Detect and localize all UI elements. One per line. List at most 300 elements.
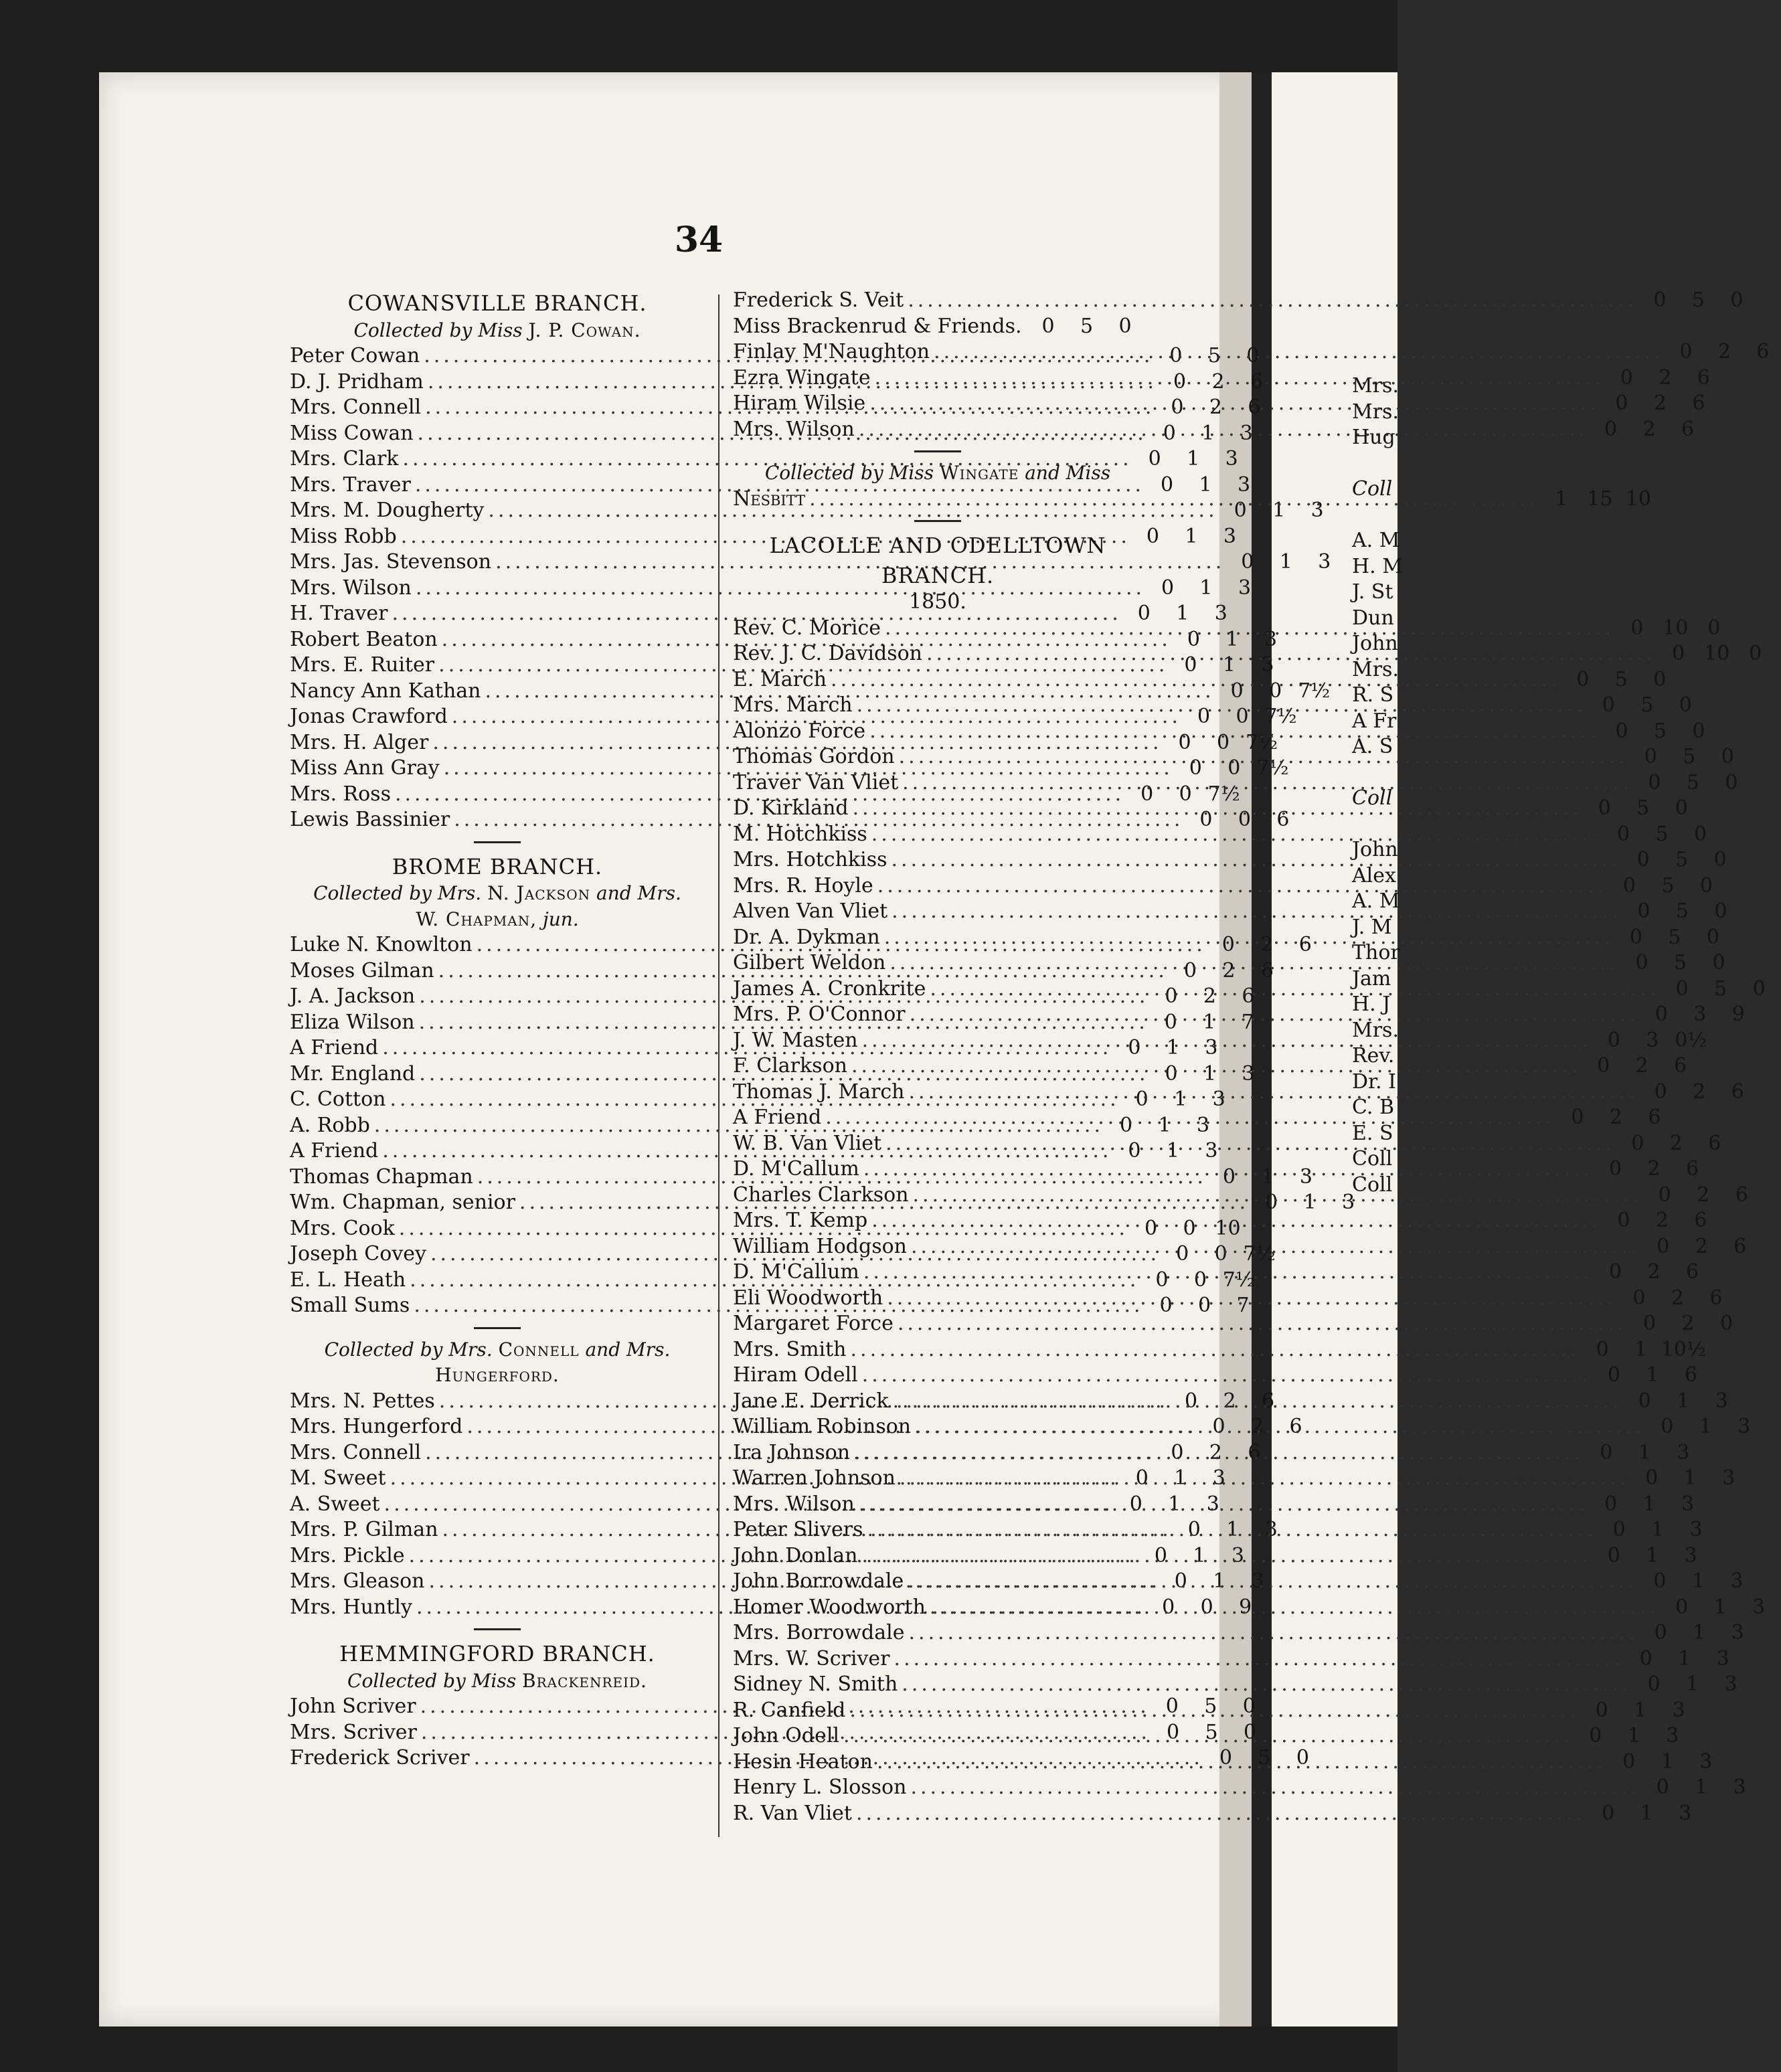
shillings: 1 <box>1187 447 1200 470</box>
shillings: 0 <box>1217 730 1230 754</box>
collector-name: N. Jackson <box>487 882 591 904</box>
shillings: 2 <box>1681 1312 1695 1335</box>
shillings: 1 <box>1201 421 1215 445</box>
pence: 3 <box>1264 1518 1278 1541</box>
pence: 0 <box>1706 925 1720 949</box>
pounds: 0 <box>1657 1234 1670 1258</box>
donor-name: A. Robb <box>290 1113 370 1137</box>
donor-name: Mr. England <box>290 1061 416 1086</box>
leader-dots <box>909 1080 1638 1106</box>
pounds: 0 <box>1675 976 1689 1001</box>
section-rule <box>914 520 961 522</box>
shillings: 2 <box>1222 958 1236 982</box>
pounds: 0 <box>1199 808 1213 831</box>
pounds: 0 <box>1602 693 1615 717</box>
leader-dots <box>862 1028 1592 1054</box>
pounds: 0 <box>1632 1286 1646 1310</box>
pounds: 0 <box>1648 770 1661 794</box>
shillings: 2 <box>1697 1183 1710 1207</box>
pence: 6 <box>1708 1131 1721 1155</box>
section-rule <box>474 1327 521 1329</box>
amount <box>1633 1466 1747 1492</box>
shillings: 0 <box>1214 1242 1227 1266</box>
leader-dots <box>851 1337 1580 1363</box>
donor-name: Mrs. H. Alger <box>290 730 429 754</box>
subscription-row <box>733 1517 1703 1543</box>
subscription-row <box>733 314 1142 340</box>
shillings: 0 <box>1236 705 1249 728</box>
pence: 7 <box>1236 1294 1250 1317</box>
facing-line: Coll <box>1352 1147 1393 1171</box>
donor-name: Thomas Gordon <box>733 745 895 768</box>
donor-name: A Friend <box>733 1106 822 1129</box>
pounds: 0 <box>1197 705 1211 728</box>
donor-name: Mrs. Scriver <box>290 1720 417 1744</box>
shillings: 1 <box>1279 550 1292 574</box>
leader-dots <box>902 1672 1631 1698</box>
facing-line: E. S <box>1352 1121 1393 1145</box>
pence: 7½ <box>1243 1242 1276 1266</box>
shillings: 1 <box>1213 1569 1226 1593</box>
collector-line <box>733 460 1142 487</box>
donor-name: John Odell <box>733 1724 840 1747</box>
pounds: 0 <box>1119 1113 1133 1137</box>
shillings: 2 <box>1642 417 1656 441</box>
pounds: 0 <box>1165 984 1178 1008</box>
donor-name: F. Clarkson <box>733 1054 847 1077</box>
shillings: 1 <box>1683 1466 1697 1490</box>
shillings: 1 <box>1646 1363 1659 1387</box>
pence: 3 <box>1731 1621 1744 1644</box>
amount <box>1603 391 1717 417</box>
pence: 3 <box>1231 1543 1244 1567</box>
pence: 0 <box>1699 873 1713 897</box>
pounds: 0 <box>1638 1389 1651 1413</box>
shillings: 5 <box>1661 873 1675 897</box>
facing-line: John <box>1352 838 1398 861</box>
pounds: 0 <box>1653 1569 1667 1593</box>
shillings: 1 <box>1272 499 1286 522</box>
donor-name: Mrs. Huntly <box>290 1595 412 1619</box>
pounds: 0 <box>1615 719 1628 743</box>
amount <box>1584 1698 1697 1724</box>
leader-dots <box>871 822 1601 848</box>
pounds: 0 <box>1571 1106 1584 1129</box>
subscription-row <box>733 1775 1746 1801</box>
amount <box>1596 1543 1709 1569</box>
shillings: 1 <box>1203 1010 1216 1034</box>
donor-name: Nesbitt <box>733 487 806 511</box>
pounds: 0 <box>1171 1440 1184 1464</box>
shillings: 1 <box>1168 1492 1181 1516</box>
subscription-row <box>733 1723 1679 1749</box>
pounds: 0 <box>1176 1242 1189 1266</box>
leader-dots <box>900 1466 1629 1492</box>
pounds: 0 <box>1187 1518 1201 1541</box>
donor-name: Lewis Bassinier <box>290 808 450 831</box>
pounds: 0 <box>1212 1415 1225 1438</box>
shillings: 5 <box>1655 822 1669 846</box>
pence: 3 <box>1240 421 1253 445</box>
pence: 0 <box>1721 745 1734 768</box>
donor-name: Gilbert Weldon <box>733 951 886 974</box>
shillings: 2 <box>1669 1131 1683 1155</box>
pence: 0 <box>1752 976 1766 1001</box>
shillings: 1 <box>1627 1724 1640 1747</box>
pounds: 0 <box>1241 550 1254 574</box>
leader-dots <box>930 976 1659 1003</box>
shillings: 5 <box>1258 1746 1271 1769</box>
leader-dots <box>831 667 1560 693</box>
subscription-row <box>733 976 1766 1003</box>
donor-name: Mrs. Gleason <box>290 1569 425 1593</box>
facing-line: Thor <box>1352 941 1400 964</box>
subscription-row <box>733 1466 1735 1492</box>
amount <box>1596 1363 1709 1389</box>
amount <box>1585 1053 1699 1080</box>
pence: 6 <box>1694 1209 1707 1232</box>
donor-name: Eli Woodworth <box>733 1286 883 1310</box>
shillings: 1 <box>1713 1595 1727 1619</box>
donor-name: Miss Robb <box>290 524 397 548</box>
donor-name: William Robinson <box>733 1415 912 1438</box>
donor-name: Sidney N. Smith <box>733 1672 898 1696</box>
subscription-row <box>733 1286 1723 1312</box>
pence: 3 <box>1310 499 1324 522</box>
pounds: 0 <box>1600 1440 1613 1464</box>
amount <box>1625 847 1739 873</box>
donor-name: Homer Woodworth <box>733 1595 926 1619</box>
shillings: 2 <box>1647 1157 1661 1181</box>
donor-name: John Scriver <box>290 1695 416 1718</box>
pence: 6 <box>1731 1080 1744 1104</box>
shillings: 1 <box>1225 627 1239 651</box>
pounds: 0 <box>1607 1363 1620 1387</box>
collector-line <box>290 1668 705 1695</box>
shillings: 0 <box>1200 1595 1213 1619</box>
donor-name: R. Van Vliet <box>733 1801 852 1825</box>
amount <box>1611 873 1725 899</box>
shillings: 15 <box>1587 487 1613 511</box>
leader-dots <box>884 925 1614 951</box>
donor-name: Luke N. Knowlton <box>290 933 473 956</box>
donor-name: Mrs. Ross <box>290 782 391 806</box>
shillings: 1 <box>1193 1543 1206 1567</box>
donor-name: Mrs. R. Hoyle <box>733 873 873 897</box>
pounds: 0 <box>1146 524 1159 548</box>
pounds: 0 <box>1184 653 1197 677</box>
pence: 0 <box>1720 1312 1733 1335</box>
shillings: 10 <box>1663 616 1689 640</box>
shillings: 1 <box>1226 1518 1240 1541</box>
pence: 0 <box>1296 1746 1309 1769</box>
amount <box>1605 1208 1719 1234</box>
pence: 6 <box>1674 1054 1687 1077</box>
shillings: 1 <box>1699 1415 1712 1438</box>
leader-dots <box>871 1208 1601 1234</box>
pounds: 0 <box>1617 1209 1630 1232</box>
subscription-row <box>733 288 1744 314</box>
donor-name: Ira Johnson <box>733 1440 851 1464</box>
pence: 6 <box>1681 417 1695 441</box>
donor-name: D. M'Callum <box>733 1157 859 1181</box>
pence: 7 <box>1241 1010 1254 1034</box>
pence: 6 <box>1684 1363 1697 1387</box>
shillings: 2 <box>1211 369 1225 394</box>
shillings: 1 <box>1158 1113 1171 1137</box>
pence: 0 <box>1749 642 1762 665</box>
donor-name: Ezra Wingate <box>733 365 871 390</box>
pounds: 0 <box>1189 756 1202 780</box>
leader-dots <box>825 1105 1555 1131</box>
pence: 10 <box>1625 487 1651 511</box>
amount <box>1588 1440 1701 1466</box>
pounds: 0 <box>1643 1312 1657 1335</box>
pounds: 0 <box>1221 933 1235 956</box>
branch-heading: BRANCH. <box>881 562 995 588</box>
collector-prefix: Collected by Miss <box>764 462 940 484</box>
donor-name: Mrs. Hotchkiss <box>733 848 887 871</box>
donor-name: Mrs. Traver <box>290 472 411 497</box>
donor-name: Mrs. Clark <box>290 447 399 470</box>
collector-suffix: and Mrs. <box>579 1338 671 1361</box>
leader-dots <box>910 1775 1640 1801</box>
shillings: 1 <box>1678 1646 1691 1670</box>
amount <box>1577 1723 1691 1749</box>
shillings: 1 <box>1634 1698 1647 1722</box>
collector-name: Wingate <box>939 462 1019 484</box>
pence: 7½ <box>1245 730 1278 754</box>
amount <box>1590 693 1704 719</box>
donor-name: Miss Ann Gray <box>290 756 440 780</box>
pence: 3 <box>1264 627 1277 651</box>
donor-name: Jonas Crawford <box>290 705 448 728</box>
pounds: 0 <box>1135 1088 1149 1111</box>
shillings: 0 <box>1238 808 1251 831</box>
branch-heading: BROME BRANCH. <box>392 853 603 879</box>
leader-dots <box>843 1723 1573 1749</box>
pence: 3 <box>1205 1139 1218 1162</box>
leader-dots <box>892 847 1621 873</box>
shillings: 5 <box>1205 1720 1218 1744</box>
pounds: 0 <box>1222 1164 1236 1189</box>
shillings: 2 <box>1203 984 1216 1008</box>
shillings: 1 <box>1634 1337 1648 1361</box>
pounds: 0 <box>1622 873 1636 897</box>
shillings: 0 <box>1179 782 1192 806</box>
leader-dots <box>867 1517 1596 1543</box>
pounds: 0 <box>1140 782 1154 806</box>
amount <box>1601 1517 1715 1543</box>
subscription-row <box>733 1311 1733 1337</box>
pence: 3 <box>1715 1389 1728 1413</box>
facing-line: Mrs. <box>1352 400 1399 424</box>
pounds: 0 <box>1165 1695 1179 1718</box>
pounds: 0 <box>1609 1260 1622 1284</box>
shillings: 1 <box>1176 602 1189 625</box>
leader-dots <box>856 1801 1586 1827</box>
shillings: 2 <box>1659 365 1672 390</box>
pence: 0 <box>1712 951 1725 974</box>
shillings: 2 <box>1635 1054 1648 1077</box>
shillings: 5 <box>1204 1695 1217 1718</box>
page-number: 34 <box>674 220 724 260</box>
pence: 0½ <box>1675 1028 1707 1052</box>
pounds: 0 <box>1041 314 1055 338</box>
shillings: 1 <box>1691 1569 1705 1593</box>
donor-name: Joseph Covey <box>290 1242 426 1266</box>
collector-prefix: Collected by Miss <box>353 319 529 341</box>
donor-name: J. W. Masten <box>733 1028 858 1052</box>
donor-name: Mrs. Wilson <box>733 1492 855 1516</box>
shillings: 5 <box>1691 288 1705 312</box>
pounds: 0 <box>1137 602 1151 625</box>
pounds: 0 <box>1169 344 1183 367</box>
subscription-row <box>733 1363 1697 1389</box>
shillings: 5 <box>1675 899 1689 923</box>
amount <box>1643 1002 1757 1028</box>
donor-name: Miss Cowan <box>290 421 414 445</box>
leader-dots <box>902 770 1632 796</box>
donor-name: John Donlan <box>733 1543 858 1567</box>
pence: 3 <box>1299 1164 1312 1189</box>
donor-name: W. B. Van Vliet <box>733 1131 882 1155</box>
amount <box>1596 1028 1709 1054</box>
pounds: 0 <box>1589 1724 1602 1747</box>
shillings: 5 <box>1653 719 1667 743</box>
donor-name: Mrs. T. Kemp <box>733 1209 868 1232</box>
pounds: 0 <box>1161 576 1175 600</box>
donor-name: Mrs. Cook <box>290 1216 395 1240</box>
shillings: 1 <box>1695 1776 1708 1799</box>
amount <box>1592 417 1706 443</box>
amount <box>1632 744 1746 770</box>
pence: 3 <box>1206 1492 1219 1516</box>
leader-dots <box>809 487 1539 513</box>
pounds: 0 <box>1604 417 1618 441</box>
shillings: 1 <box>1199 576 1213 600</box>
pounds: 0 <box>1183 958 1197 982</box>
pence: 3 <box>1752 1595 1766 1619</box>
shillings: 2 <box>1693 1080 1706 1104</box>
pounds: 0 <box>1635 951 1648 974</box>
pounds: 0 <box>1658 1183 1671 1207</box>
shillings: 5 <box>1714 976 1727 1001</box>
donor-name: H. Traver <box>290 602 388 625</box>
pence: 6 <box>1686 1157 1699 1181</box>
pounds: 0 <box>1655 1003 1668 1026</box>
donor-name: Frederick Scriver <box>290 1746 470 1769</box>
shillings: 1 <box>1685 1672 1699 1696</box>
pounds: 0 <box>1620 365 1633 390</box>
collector-suffix: and Mrs. <box>590 882 681 904</box>
leader-dots <box>898 1311 1627 1337</box>
donor-name: Margaret Force <box>733 1312 894 1335</box>
facing-line: Dr. I <box>1352 1069 1397 1094</box>
subscription-row <box>733 1620 1744 1646</box>
pence: 3 <box>1699 1749 1713 1774</box>
pence: 3 <box>1242 1061 1255 1086</box>
pounds: 0 <box>1679 340 1693 363</box>
pounds: 0 <box>1159 1294 1173 1317</box>
amount <box>1664 976 1778 1003</box>
pounds: 0 <box>1178 730 1191 754</box>
amount <box>1667 339 1781 365</box>
facing-line: Coll <box>1352 1173 1393 1197</box>
donor-name: John Borrowdale <box>733 1569 904 1593</box>
facing-line: R. S <box>1352 683 1394 707</box>
pounds: 0 <box>1173 369 1187 394</box>
donor-name: Henry L. Slosson <box>733 1776 907 1799</box>
donor-name: M. Hotchkiss <box>733 822 867 846</box>
subscription-row <box>733 1646 1729 1672</box>
amount <box>1648 1414 1762 1440</box>
donor-name: Mrs. Connell <box>290 1440 422 1464</box>
facing-line: Mrs. <box>1352 374 1399 398</box>
donor-name: Frederick S. Veit <box>733 288 904 312</box>
donor-name: Finlay M'Naughton <box>733 340 930 363</box>
leader-dots <box>869 391 1599 417</box>
amount <box>1660 641 1774 667</box>
leader-dots <box>909 1620 1638 1646</box>
shillings: 1 <box>1185 524 1198 548</box>
pence: 3 <box>1724 1672 1737 1696</box>
amount <box>1624 950 1737 976</box>
amount <box>1608 365 1722 392</box>
leader-dots <box>862 1363 1592 1389</box>
leader-dots <box>930 1595 1659 1621</box>
branch-heading: LACOLLE AND ODELLTOWN <box>769 533 1106 558</box>
shillings: 5 <box>1080 314 1094 338</box>
amount <box>1136 446 1250 472</box>
leader-dots <box>934 339 1663 365</box>
facing-line: A. M <box>1352 889 1400 913</box>
pounds: 0 <box>1162 1595 1175 1619</box>
collector-suffix: jun. <box>537 908 579 930</box>
donor-name: Mrs. Borrowdale <box>733 1621 905 1644</box>
subscription-row <box>733 1492 1695 1518</box>
amount <box>1642 1620 1756 1646</box>
pounds: 0 <box>1612 1518 1626 1541</box>
subscription-row <box>733 1389 1728 1415</box>
leader-dots <box>857 693 1586 719</box>
donor-name: Mrs. N. Pettes <box>290 1389 435 1413</box>
donor-name: Thomas J. March <box>733 1080 905 1104</box>
pounds: 0 <box>1654 1621 1667 1644</box>
donor-name: D. J. Pridham <box>290 369 424 394</box>
section-rule <box>474 1628 521 1630</box>
leader-dots <box>851 1053 1581 1080</box>
pence: 3 <box>1737 1415 1751 1438</box>
pence: 3 <box>1318 550 1331 574</box>
subscription-row <box>733 1569 1744 1595</box>
pounds: 0 <box>1622 1749 1636 1774</box>
leader-dots <box>893 1389 1622 1415</box>
pounds: 0 <box>1144 1216 1158 1240</box>
shillings: 1 <box>1642 1492 1656 1516</box>
subscription-row <box>733 1337 1706 1363</box>
pence: 9 <box>1239 1595 1252 1619</box>
shillings: 1 <box>1199 472 1212 497</box>
shillings: 1 <box>1174 1466 1187 1490</box>
shillings: 2 <box>1647 1260 1661 1284</box>
pence: 3 <box>1684 1543 1697 1567</box>
donor-name: Nancy Ann Kathan <box>290 679 481 703</box>
pence: 7½ <box>1264 705 1297 728</box>
leader-dots <box>862 1543 1592 1569</box>
column-divider <box>718 294 719 1837</box>
facing-line: Mrs. <box>1352 1018 1399 1042</box>
